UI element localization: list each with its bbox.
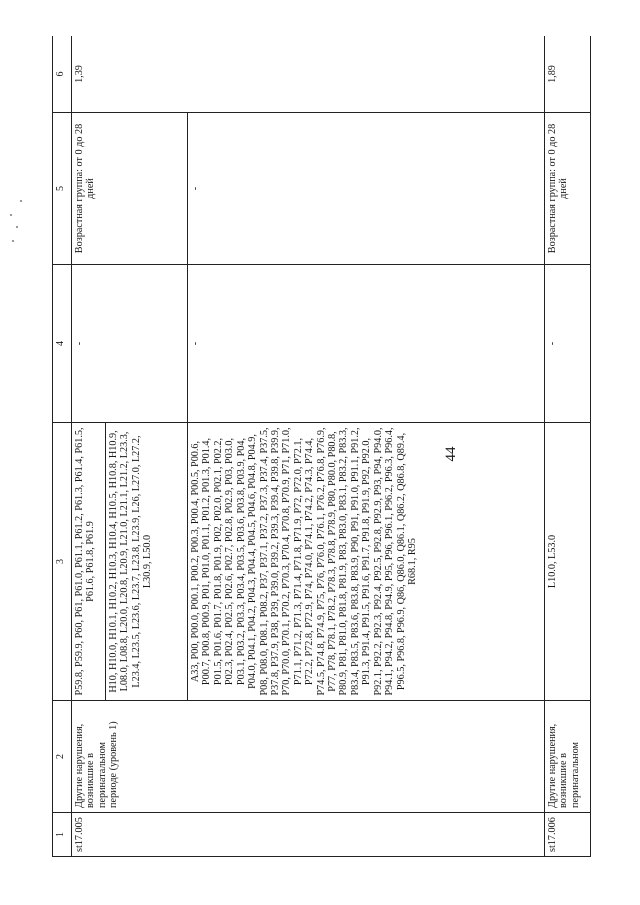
column-number-row	[53, 36, 72, 857]
scan-speck	[12, 240, 14, 242]
codes-block: H10, H10.0, H10.1, H10.2, H10.3, H10.4, H10.5, H10.8, H10.9, L08.0, L08.8, L20.0, L20.8, L20.9, L21.0, L21.1, L21.2, L23.3, L23.4, L23.5, L23.6, L23.7, L23.8, L23.9, L26, L27.0, L27.2, L30.9, L50.0	[106, 423, 188, 701]
age-group: -	[188, 113, 545, 265]
rotated-table-wrap	[52, 36, 591, 857]
scan-speck	[20, 200, 22, 202]
col4-value: -	[72, 265, 188, 423]
table-viewport	[52, 36, 591, 857]
col4-value: -	[545, 265, 591, 423]
scan-speck	[16, 226, 18, 228]
coefficient: 1,89	[545, 36, 591, 113]
age-group: Возрастная группа: от 0 до 28 дней	[72, 113, 188, 265]
page-number: 44	[443, 446, 459, 462]
row-id: st17.005	[72, 813, 545, 857]
column-number: 5	[53, 113, 72, 265]
row-id: st17.006	[545, 813, 591, 857]
codes-continued: P59.8, P59.9, P60, P61, P61.0, P61.1, P61.2, P61.3, P61.4, P61.5, P61.6, P61.8, P61.9	[72, 423, 106, 701]
table-row	[72, 36, 106, 857]
coefficient: 1,39	[72, 36, 545, 113]
column-number: 3	[53, 423, 72, 701]
column-number: 4	[53, 265, 72, 423]
codes-block: L10.0, L53.0	[545, 423, 591, 701]
column-number: 6	[53, 36, 72, 113]
col4-value: -	[188, 265, 545, 423]
codes-block: A33, P00, P00.0, P00.1, P00.2, P00.3, P00.4, P00.5, P00.6, P00.7, P00.8, P00.9, P01, P01.0, P01.1, P01.2, P01.3, P01.4, P01.5, P01.6, P01.7, P01.8, P01.9, P02, P02.0, P02.1, P02.2, P02.3, P02.4, P02.5, P02.6, P02.7, P02.8, P02.9, P03, P03.0, P03.1, P03.2, P03.3, P03.4, P03.5, P03.6, P03.8, P03.9, P04, P04.0, P04.1, P04.2, P04.3, P04.4, P04.5, P04.6, P04.8, P04.9, P08, P08.0, P08.1, P08.2, P37, P37.1, P37.2, P37.3, P37.4, P37.5, P37.8, P37.9, P38, P39, P39.0, P39.2, P39.3, P39.4, P39.8, P39.9, P70, P70.0, P70.1, P70.2, P70.3, P70.4, P70.8, P70.9, P71, P71.0, P71.1, P71.2, P71.3, P71.4, P71.8, P71.9, P72, P72.0, P72.1, P72.2, P72.8, P72.9, P74, P74.0, P74.1, P74.2, P74.3, P74.4, P74.5, P74.8, P74.9, P75, P76, P76.0, P76.1, P76.2, P76.8, P76.9, P77, P78, P78.1, P78.2, P78.3, P78.8, P78.9, P80, P80.0, P80.8, P80.9, P81, P81.0, P81.8, P81.9, P83, P83.0, P83.1, P83.2, P83.3, P83.4, P83.5, P83.6, P83.8, P83.9, P90, P91, P91.0, P91.1, P91.2, P91.3, P91.4, P91.5, P91.6, P91.7, P91.8, P91.9, P92, P92.0, P92.1, P92.2, P92.3, P92.4, P92.5, P92.8, P92.9, P93, P94, P94.0, P94.1, P94.2, P94.8, P94.9, P95, P96, P96.1, P96.2, P96.3, P96.4, P96.5, P96.8, P96.9, Q86, Q86.0, Q86.1, Q86.2, Q86.8, Q89.4, R68.1, R95	[188, 423, 545, 701]
table-row	[545, 36, 591, 857]
age-group: Возрастная группа: от 0 до 28 дней	[545, 113, 591, 265]
row-name: Другие нарушения, возникшие в перинатальном периоде (уровень 1)	[72, 701, 545, 813]
row-name: Другие нарушения, возникшие в перинатальном	[545, 701, 591, 813]
column-number: 1	[53, 813, 72, 857]
scan-speck	[10, 214, 12, 216]
column-number: 2	[53, 701, 72, 813]
tariff-table	[52, 36, 591, 857]
